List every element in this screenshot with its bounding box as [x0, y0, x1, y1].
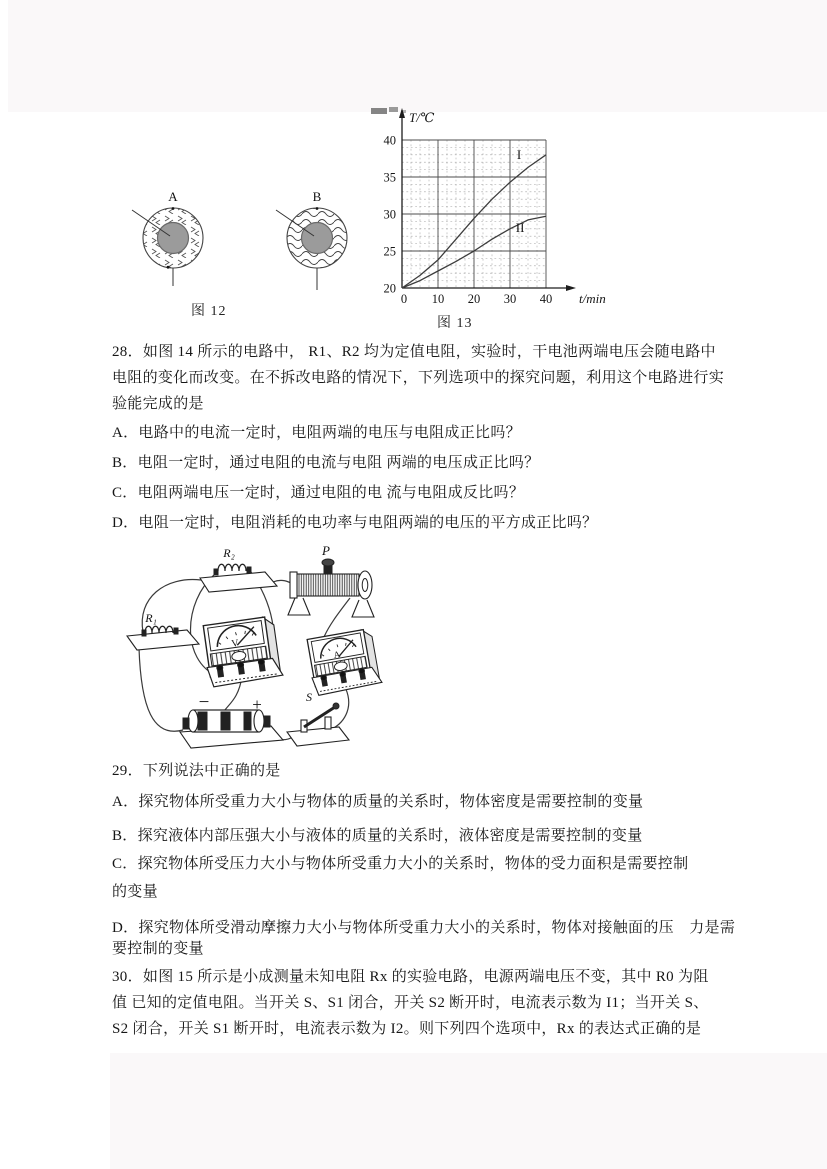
svg-text:30: 30 — [503, 292, 517, 306]
svg-text:25: 25 — [383, 244, 396, 259]
r1-label: R₁ — [145, 611, 157, 625]
q28-option-a: A．电路中的电流一定时，电阻两端的电压与电阻成正比吗？ — [112, 425, 521, 441]
q28-option-c: C．电阻两端电压一定时，通过电阻的电 流与电阻成反比吗？ — [112, 485, 525, 501]
svg-text:t/min: t/min — [579, 291, 606, 306]
switch-label: S — [306, 690, 312, 704]
q28-option-d: D．电阻一定时，电阻消耗的电功率与电阻两端的电压的平方成正比吗？ — [112, 515, 598, 531]
top-page-band — [8, 0, 827, 112]
svg-text:20: 20 — [467, 292, 481, 306]
svg-text:I: I — [516, 147, 522, 163]
svg-text:T/℃: T/℃ — [409, 110, 435, 125]
svg-text:40: 40 — [539, 292, 553, 306]
q30-text-line: 值 已知的定值电阻。当开关 S、S1 闭合，开关 S2 断开时，电流表示数为 I1；当开关 S、 — [112, 995, 709, 1011]
svg-text:0: 0 — [400, 292, 408, 306]
q28-option-b: B．电阻一定时，通过电阻的电流与电阻 两端的电压成正比吗？ — [112, 455, 540, 471]
q29-option-c-cont: 的变量 — [112, 884, 158, 900]
ammeter — [305, 628, 382, 696]
sample-b — [276, 189, 347, 290]
figure-13-chart — [363, 100, 618, 312]
svg-text:10: 10 — [431, 292, 445, 306]
q29-option-c: C．探究物体所受压力大小与物体所受重力大小的关系时，物体的受力面积是需要控制 — [112, 856, 689, 872]
resistor-r1 — [127, 611, 199, 650]
q29-heading: 29．下列说法中正确的是 — [112, 763, 281, 779]
q29-option-b: B．探究液体内部压强大小与液体的质量的关系时，液体密度是需要控制的变量 — [112, 828, 643, 844]
voltmeter — [201, 616, 283, 688]
q29-option-a: A．探究物体所受重力大小与物体的质量的关系时，物体密度是需要控制的变量 — [112, 794, 644, 810]
figure-12-circles — [110, 170, 390, 320]
q29-option-d: D．探究物体所受滑动摩擦力大小与物体所受重力大小的关系时，物体对接触面的压 力是需 — [112, 920, 736, 936]
battery-minus-label: − — [198, 692, 210, 713]
bottom-page-band — [110, 1053, 827, 1169]
svg-text:35: 35 — [383, 170, 396, 185]
svg-text:II: II — [515, 219, 525, 235]
svg-text:20: 20 — [383, 281, 396, 296]
q28-text-line: 验能完成的是 — [112, 396, 204, 412]
r2-label: R₂ — [223, 546, 235, 560]
sample-b-label: B — [312, 189, 322, 204]
figure-13-caption: 图 13 — [437, 316, 473, 331]
q30-text-line: S2 闭合，开关 S1 断开时，电流表示数为 I2。则下列四个选项中，Rx 的表达式正确的是 — [112, 1021, 702, 1037]
figure-12-caption: 图 12 — [191, 304, 227, 319]
svg-text:40: 40 — [383, 133, 396, 148]
battery-plus-label: + — [252, 695, 262, 714]
svg-text:30: 30 — [383, 207, 396, 222]
resistor-r2 — [200, 546, 277, 592]
q30-text-line: 30．如图 15 所示是小成测量未知电阻 Rx 的实验电路，电源两端电压不变，其中 R0 为阻 — [112, 969, 709, 985]
sample-a — [132, 189, 203, 286]
q28-text-line: 电阻的变化而改变。在不拆改电路的情况下，下列选项中的探究问题，利用这个电路进行实 — [112, 370, 725, 386]
voltmeter-symbol: V — [230, 637, 240, 650]
figure-14-circuit — [125, 540, 425, 755]
rheostat-p — [288, 543, 374, 617]
battery — [180, 692, 283, 748]
ammeter-symbol: A — [332, 649, 342, 661]
sample-a-label: A — [168, 189, 178, 204]
p-label: P — [322, 543, 330, 558]
q29-option-d-cont: 要控制的变量 — [112, 941, 204, 957]
q28-text-line: 28．如图 14 所示的电路中， R1、R2 均为定值电阻，实验时，干电池两端电压会随电路中 — [112, 344, 716, 360]
switch — [287, 690, 349, 746]
